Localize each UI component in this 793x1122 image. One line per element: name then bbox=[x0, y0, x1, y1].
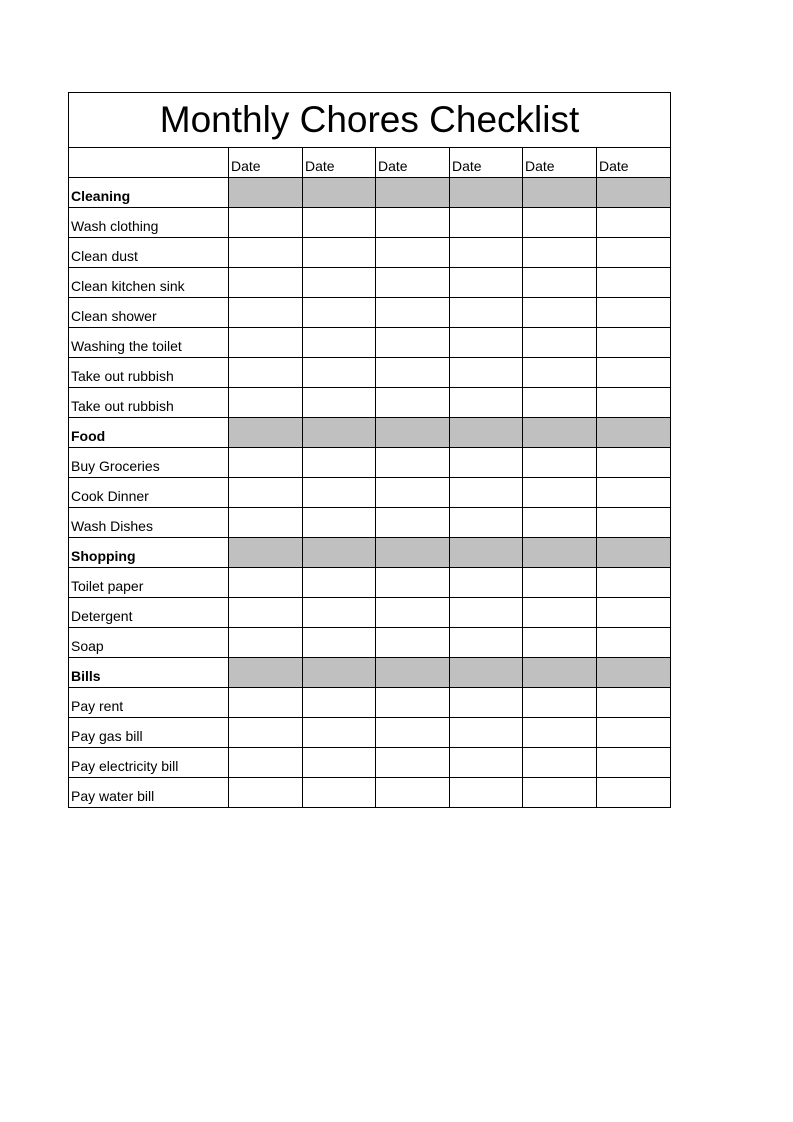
chores-checklist-table bbox=[68, 92, 671, 808]
checkbox-cell[interactable] bbox=[523, 478, 597, 508]
section-shaded-cell bbox=[523, 538, 597, 568]
checkbox-cell[interactable] bbox=[450, 238, 523, 268]
checkbox-cell[interactable] bbox=[376, 688, 450, 718]
checkbox-cell[interactable] bbox=[303, 778, 376, 808]
section-shaded-cell bbox=[597, 538, 671, 568]
chore-row bbox=[69, 628, 671, 658]
chore-label: Wash Dishes bbox=[69, 508, 229, 538]
chore-row bbox=[69, 568, 671, 598]
section-header-row bbox=[69, 538, 671, 568]
section-shaded-cell bbox=[229, 658, 303, 688]
chore-label: Take out rubbish bbox=[69, 358, 229, 388]
chore-row bbox=[69, 448, 671, 478]
date-header: Date bbox=[303, 148, 376, 178]
checkbox-cell[interactable] bbox=[376, 478, 450, 508]
checkbox-cell[interactable] bbox=[376, 748, 450, 778]
checkbox-cell[interactable] bbox=[303, 328, 376, 358]
header-corner-cell bbox=[69, 148, 229, 178]
section-shaded-cell bbox=[450, 178, 523, 208]
checkbox-cell[interactable] bbox=[376, 298, 450, 328]
checkbox-cell[interactable] bbox=[450, 478, 523, 508]
chore-label: Clean kitchen sink bbox=[69, 268, 229, 298]
checkbox-cell[interactable] bbox=[229, 298, 303, 328]
checkbox-cell[interactable] bbox=[303, 448, 376, 478]
checkbox-cell[interactable] bbox=[523, 328, 597, 358]
chore-label: Washing the toilet bbox=[69, 328, 229, 358]
checkbox-cell[interactable] bbox=[376, 358, 450, 388]
section-shaded-cell bbox=[523, 178, 597, 208]
checkbox-cell[interactable] bbox=[523, 268, 597, 298]
checkbox-cell[interactable] bbox=[376, 328, 450, 358]
section-shaded-cell bbox=[523, 418, 597, 448]
checkbox-cell[interactable] bbox=[376, 598, 450, 628]
checkbox-cell[interactable] bbox=[229, 598, 303, 628]
chore-row bbox=[69, 688, 671, 718]
checkbox-cell[interactable] bbox=[523, 628, 597, 658]
chore-row bbox=[69, 238, 671, 268]
chore-row bbox=[69, 778, 671, 808]
date-header: Date bbox=[523, 148, 597, 178]
checkbox-cell[interactable] bbox=[450, 388, 523, 418]
checkbox-cell[interactable] bbox=[376, 568, 450, 598]
section-shaded-cell bbox=[597, 178, 671, 208]
chore-label: Pay rent bbox=[69, 688, 229, 718]
chore-row bbox=[69, 598, 671, 628]
checkbox-cell[interactable] bbox=[523, 718, 597, 748]
checkbox-cell[interactable] bbox=[597, 568, 671, 598]
date-header: Date bbox=[229, 148, 303, 178]
checkbox-cell[interactable] bbox=[523, 508, 597, 538]
checkbox-cell[interactable] bbox=[450, 328, 523, 358]
checkbox-cell[interactable] bbox=[229, 448, 303, 478]
date-header: Date bbox=[450, 148, 523, 178]
chore-row bbox=[69, 478, 671, 508]
section-shaded-cell bbox=[597, 418, 671, 448]
checkbox-cell[interactable] bbox=[523, 778, 597, 808]
checkbox-cell[interactable] bbox=[523, 238, 597, 268]
checkbox-cell[interactable] bbox=[303, 208, 376, 238]
header-row bbox=[69, 148, 671, 178]
checkbox-cell[interactable] bbox=[597, 448, 671, 478]
chore-label: Pay electricity bill bbox=[69, 748, 229, 778]
checkbox-cell[interactable] bbox=[450, 718, 523, 748]
chore-row bbox=[69, 508, 671, 538]
checkbox-cell[interactable] bbox=[597, 628, 671, 658]
section-shaded-cell bbox=[376, 538, 450, 568]
checkbox-cell[interactable] bbox=[303, 508, 376, 538]
chore-label: Take out rubbish bbox=[69, 388, 229, 418]
section-shaded-cell bbox=[229, 538, 303, 568]
section-shaded-cell bbox=[376, 178, 450, 208]
section-shaded-cell bbox=[450, 538, 523, 568]
chore-row bbox=[69, 268, 671, 298]
chore-label: Buy Groceries bbox=[69, 448, 229, 478]
checkbox-cell[interactable] bbox=[523, 358, 597, 388]
checkbox-cell[interactable] bbox=[229, 328, 303, 358]
checkbox-cell[interactable] bbox=[376, 778, 450, 808]
section-shaded-cell bbox=[523, 658, 597, 688]
checkbox-cell[interactable] bbox=[229, 688, 303, 718]
section-header-row bbox=[69, 418, 671, 448]
checkbox-cell[interactable] bbox=[597, 718, 671, 748]
chore-label: Wash clothing bbox=[69, 208, 229, 238]
chore-row bbox=[69, 388, 671, 418]
checkbox-cell[interactable] bbox=[376, 508, 450, 538]
checkbox-cell[interactable] bbox=[303, 268, 376, 298]
chore-row bbox=[69, 298, 671, 328]
checkbox-cell[interactable] bbox=[376, 448, 450, 478]
checkbox-cell[interactable] bbox=[523, 598, 597, 628]
chore-row bbox=[69, 748, 671, 778]
checkbox-cell[interactable] bbox=[229, 628, 303, 658]
chore-label: Pay water bill bbox=[69, 778, 229, 808]
chore-label: Pay gas bill bbox=[69, 718, 229, 748]
section-shaded-cell bbox=[229, 178, 303, 208]
page-title: Monthly Chores Checklist bbox=[69, 93, 671, 148]
checkbox-cell[interactable] bbox=[597, 508, 671, 538]
chore-row bbox=[69, 328, 671, 358]
checkbox-cell[interactable] bbox=[229, 358, 303, 388]
date-header: Date bbox=[597, 148, 671, 178]
section-shaded-cell bbox=[376, 418, 450, 448]
checkbox-cell[interactable] bbox=[229, 388, 303, 418]
section-header-row bbox=[69, 178, 671, 208]
chore-label: Clean shower bbox=[69, 298, 229, 328]
checkbox-cell[interactable] bbox=[450, 208, 523, 238]
checkbox-cell[interactable] bbox=[597, 328, 671, 358]
checkbox-cell[interactable] bbox=[597, 268, 671, 298]
checkbox-cell[interactable] bbox=[523, 448, 597, 478]
checkbox-cell[interactable] bbox=[597, 388, 671, 418]
chore-row bbox=[69, 208, 671, 238]
checkbox-cell[interactable] bbox=[450, 358, 523, 388]
checkbox-cell[interactable] bbox=[229, 208, 303, 238]
section-label: Bills bbox=[69, 658, 229, 688]
chore-label: Toilet paper bbox=[69, 568, 229, 598]
checkbox-cell[interactable] bbox=[376, 268, 450, 298]
checkbox-cell[interactable] bbox=[597, 598, 671, 628]
checkbox-cell[interactable] bbox=[523, 568, 597, 598]
section-label: Cleaning bbox=[69, 178, 229, 208]
checkbox-cell[interactable] bbox=[450, 628, 523, 658]
checkbox-cell[interactable] bbox=[229, 718, 303, 748]
checkbox-cell[interactable] bbox=[523, 388, 597, 418]
checkbox-cell[interactable] bbox=[229, 238, 303, 268]
section-label: Food bbox=[69, 418, 229, 448]
checkbox-cell[interactable] bbox=[450, 568, 523, 598]
checkbox-cell[interactable] bbox=[303, 358, 376, 388]
section-shaded-cell bbox=[450, 658, 523, 688]
checkbox-cell[interactable] bbox=[523, 688, 597, 718]
checkbox-cell[interactable] bbox=[303, 748, 376, 778]
date-header: Date bbox=[376, 148, 450, 178]
section-shaded-cell bbox=[597, 658, 671, 688]
section-shaded-cell bbox=[303, 658, 376, 688]
checkbox-cell[interactable] bbox=[597, 298, 671, 328]
checkbox-cell[interactable] bbox=[376, 718, 450, 748]
checkbox-cell[interactable] bbox=[597, 478, 671, 508]
checkbox-cell[interactable] bbox=[523, 748, 597, 778]
title-row bbox=[69, 93, 671, 148]
section-label: Shopping bbox=[69, 538, 229, 568]
chore-label: Cook Dinner bbox=[69, 478, 229, 508]
checkbox-cell[interactable] bbox=[450, 688, 523, 718]
checkbox-cell[interactable] bbox=[597, 208, 671, 238]
checkbox-cell[interactable] bbox=[597, 238, 671, 268]
checkbox-cell[interactable] bbox=[303, 718, 376, 748]
section-shaded-cell bbox=[229, 418, 303, 448]
checkbox-cell[interactable] bbox=[303, 238, 376, 268]
checkbox-cell[interactable] bbox=[523, 298, 597, 328]
checkbox-cell[interactable] bbox=[450, 448, 523, 478]
checkbox-cell[interactable] bbox=[229, 478, 303, 508]
checkbox-cell[interactable] bbox=[303, 598, 376, 628]
checkbox-cell[interactable] bbox=[450, 778, 523, 808]
checkbox-cell[interactable] bbox=[597, 358, 671, 388]
checkbox-cell[interactable] bbox=[523, 208, 597, 238]
checkbox-cell[interactable] bbox=[376, 208, 450, 238]
section-shaded-cell bbox=[450, 418, 523, 448]
section-header-row bbox=[69, 658, 671, 688]
checkbox-cell[interactable] bbox=[597, 688, 671, 718]
section-shaded-cell bbox=[303, 178, 376, 208]
chore-label: Clean dust bbox=[69, 238, 229, 268]
checkbox-cell[interactable] bbox=[376, 388, 450, 418]
checkbox-cell[interactable] bbox=[303, 388, 376, 418]
checkbox-cell[interactable] bbox=[303, 568, 376, 598]
checkbox-cell[interactable] bbox=[450, 748, 523, 778]
checkbox-cell[interactable] bbox=[450, 598, 523, 628]
checkbox-cell[interactable] bbox=[597, 748, 671, 778]
checkbox-cell[interactable] bbox=[303, 688, 376, 718]
section-shaded-cell bbox=[376, 658, 450, 688]
checkbox-cell[interactable] bbox=[229, 268, 303, 298]
checkbox-cell[interactable] bbox=[450, 268, 523, 298]
checkbox-cell[interactable] bbox=[229, 508, 303, 538]
section-shaded-cell bbox=[303, 418, 376, 448]
checkbox-cell[interactable] bbox=[450, 508, 523, 538]
checkbox-cell[interactable] bbox=[229, 778, 303, 808]
checkbox-cell[interactable] bbox=[597, 778, 671, 808]
checkbox-cell[interactable] bbox=[303, 478, 376, 508]
checkbox-cell[interactable] bbox=[450, 298, 523, 328]
chore-row bbox=[69, 718, 671, 748]
chore-label: Soap bbox=[69, 628, 229, 658]
checkbox-cell[interactable] bbox=[376, 628, 450, 658]
chore-label: Detergent bbox=[69, 598, 229, 628]
checkbox-cell[interactable] bbox=[376, 238, 450, 268]
checkbox-cell[interactable] bbox=[303, 628, 376, 658]
checkbox-cell[interactable] bbox=[229, 568, 303, 598]
section-shaded-cell bbox=[303, 538, 376, 568]
checkbox-cell[interactable] bbox=[303, 298, 376, 328]
checkbox-cell[interactable] bbox=[229, 748, 303, 778]
chore-row bbox=[69, 358, 671, 388]
